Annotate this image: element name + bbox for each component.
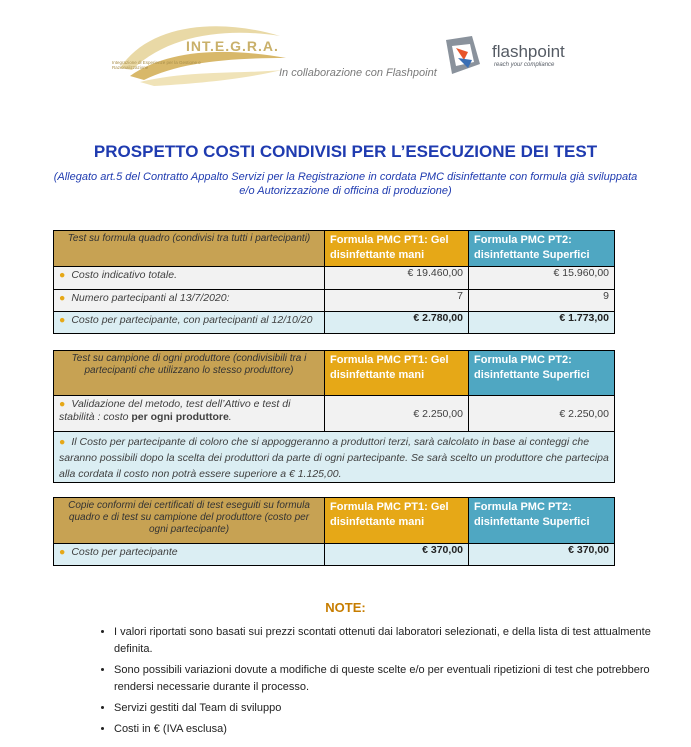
table1-header-pt2: Formula PMC PT2: disinfettante Superfici: [469, 231, 615, 267]
integra-logo-text: INT.E.G.R.A.: [186, 38, 279, 54]
row-value-pt2: € 370,00: [469, 544, 615, 566]
row-label: Costo indicativo totale.: [71, 269, 177, 281]
bullet-icon: ●: [59, 269, 66, 281]
table-row: [54, 290, 615, 312]
bullet-icon: ●: [59, 546, 66, 558]
flashpoint-tagline: reach your compliance: [494, 62, 555, 68]
table-row: [54, 544, 615, 566]
bullet-icon: ●: [59, 314, 66, 326]
table2-header-pt1: Formula PMC PT1: Gel disinfettante mani: [325, 351, 469, 396]
row-label-part1: Validazione del metodo, test dell’Attivo e test di stabilità : costo: [59, 398, 291, 423]
row-label-bold: per ogni produttore: [131, 411, 229, 423]
row-label: Numero partecipanti al 13/7/2020:: [71, 292, 230, 304]
list-item: • Costi in € (IVA esclusa): [114, 721, 654, 738]
row-value-pt2: 9: [469, 290, 615, 312]
page-subtitle: (Allegato art.5 del Contratto Appalto Servizi per la Registrazione in cordata PMC disinfettante con formula già sviluppata e/o Autorizzazione di officina di produzione): [53, 171, 638, 197]
flashpoint-logo-text: flashpoint: [492, 42, 565, 61]
integra-logo-subtitle: Integrazione di Esperienze per la Gestione e Razionalizzazione: [112, 60, 201, 70]
row-value-pt1: € 2.780,00: [325, 312, 469, 334]
row-value-pt2: € 2.250,00: [469, 396, 615, 432]
table2-header-pt2: Formula PMC PT2: disinfettante Superfici: [469, 351, 615, 396]
table-note-row: [54, 432, 615, 483]
table3-header-pt2: Formula PMC PT2: disinfettante Superfici: [469, 498, 615, 544]
table1-header-label: Test su formula quadro (condivisi tra tutti i partecipanti): [54, 231, 325, 267]
table-formula-quadro: [53, 230, 615, 334]
row-value-pt2: € 15.960,00: [469, 267, 615, 290]
table-row: [54, 267, 615, 290]
table2-note: Il Costo per partecipante di coloro che si appoggeranno a produttori terzi, sarà calcolato in base ai conteggi che saranno possibili dopo la scelta dei produttori da parte di ogni partecipante. Se sarà scelto un produttore che partecipa alla cordata il costo non potrà essere superiore a € 1.125,00.: [59, 436, 609, 480]
table-row: [54, 396, 615, 432]
notes-title: NOTE:: [325, 600, 366, 615]
table2-header-label: Test su campione di ogni produttore (condivisibili tra i partecipanti che utilizzano lo stesso produttore): [54, 351, 325, 396]
list-item: • I valori riportati sono basati sui prezzi scontati ottenuti dai laboratori selezionati, e della lista di test attualmente definita.: [114, 624, 654, 658]
collaboration-text: In collaborazione con Flashpoint: [279, 67, 437, 79]
row-label: Costo per partecipante: [71, 546, 178, 558]
table-row: [54, 312, 615, 334]
notes-list: [95, 624, 654, 742]
row-label-end: .: [228, 411, 232, 423]
bullet-icon: ●: [59, 292, 66, 304]
row-label: Costo per partecipante, con partecipanti al 12/10/20: [71, 314, 313, 326]
page-title: PROSPETTO COSTI CONDIVISI PER L’ESECUZIONE DEI TEST: [93, 142, 598, 161]
row-value-pt2: € 1.773,00: [469, 312, 615, 334]
bullet-icon: ●: [59, 398, 66, 410]
flashpoint-logo-icon: [442, 34, 482, 76]
table-copie-conformi: [53, 497, 615, 566]
row-value-pt1: € 370,00: [325, 544, 469, 566]
table3-header-label: Copie conformi dei certificati di test eseguiti su formula quadro e di test su campione del produttore (costo per ogni partecipante): [54, 498, 325, 544]
row-value-pt1: 7: [325, 290, 469, 312]
table3-header-pt1: Formula PMC PT1: Gel disinfettante mani: [325, 498, 469, 544]
row-value-pt1: € 19.460,00: [325, 267, 469, 290]
table1-header-pt1: Formula PMC PT1: Gel disinfettante mani: [325, 231, 469, 267]
list-item: • Servizi gestiti dal Team di sviluppo: [114, 700, 654, 717]
table-campione-produttore: [53, 350, 615, 483]
bullet-icon: ●: [59, 436, 66, 448]
list-item: • Sono possibili variazioni dovute a modifiche di queste scelte e/o per eventuali ripetizioni di test che potrebbero rendersi necessarie durante il processo.: [114, 662, 654, 696]
row-value-pt1: € 2.250,00: [325, 396, 469, 432]
